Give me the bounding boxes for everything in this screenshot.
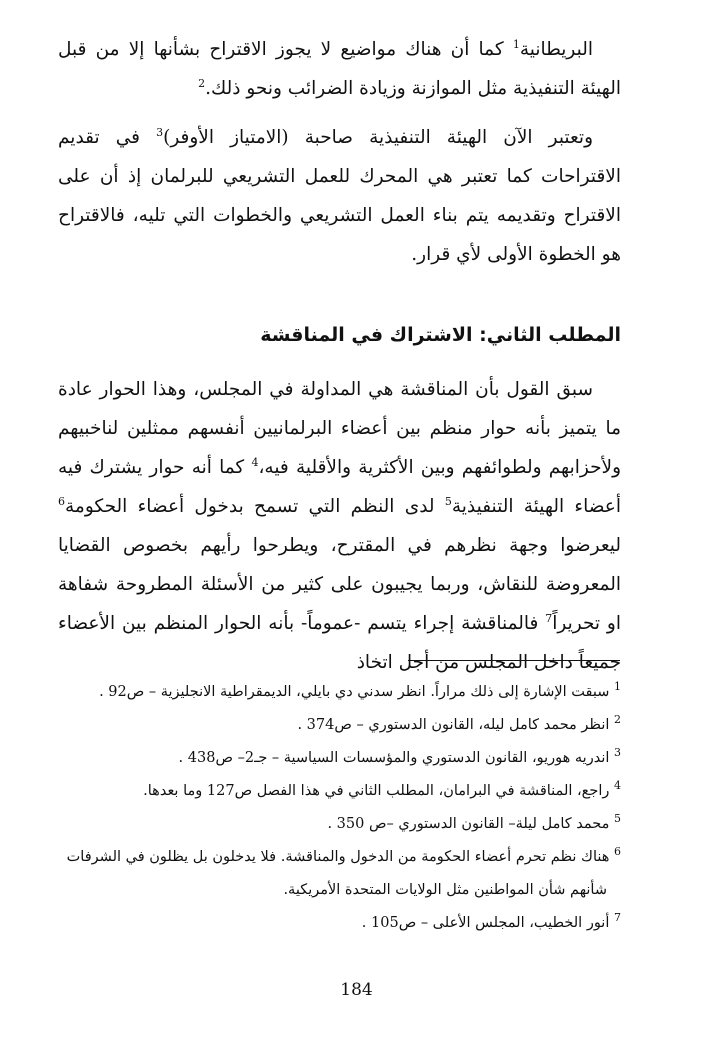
section-heading: المطلب الثاني: الاشتراك في المناقشة: [260, 324, 621, 346]
footnote-text: انظر محمد كامل ليله، القانون الدستوري – ص374 .: [297, 717, 614, 733]
footnote-text: اندريه هوريو، القانون الدستوري والمؤسسات السياسية – جـ2– ص438 .: [178, 750, 614, 766]
text-run: وتعتبر الآن الهيئة التنفيذية صاحبة (الامتياز الأوفر): [163, 127, 593, 148]
text-run: فالمناقشة إجراء يتسم -عموماً- بأنه الحوار المنظم بين الأعضاء جميعاً داخل المجلس من أجل اتخاذ: [58, 613, 621, 673]
text-run: سبق القول بأن المناقشة هي المداولة في المجلس، وهذا الحوار عادة ما يتميز بأنه حوار منظم بين أعضاء البرلمانيين أنفسهم ممثلين لناخبيهم ولأحزابهم ولطوائفهم وبين الأكثرية والأقلية فيه،: [58, 379, 622, 478]
text-run: كما أن هناك مواضيع لا يجوز الاقتراح بشأنها إلا من قبل الهيئة التنفيذية مثل الموازنة وزيادة الضرائب ونحو ذلك.: [58, 39, 621, 99]
footnote-2: [60, 709, 621, 742]
footnote-text: محمد كامل ليلة– القانون الدستوري –ص 350 .: [327, 816, 614, 832]
footnote-ref: 7: [545, 611, 553, 625]
footnote-5: [60, 808, 621, 841]
footnote-1: [60, 676, 621, 709]
footnote-number: 3: [614, 746, 621, 760]
footnote-text: راجع، المناقشة في البرامان، المطلب الثاني في هذا الفصل ص127 وما بعدها.: [143, 783, 614, 799]
paragraph: [58, 30, 621, 108]
footnote-ref: 2: [198, 76, 206, 90]
text-run: البريطانية: [519, 39, 593, 60]
paragraph: [58, 118, 621, 274]
footnote-separator: [408, 660, 620, 661]
footnote-number: 6: [614, 845, 621, 859]
footnote-ref: 3: [156, 125, 164, 139]
text-run: كما أنه حوار يشترك فيه أعضاء الهيئة التنفيذية: [58, 457, 621, 517]
footnote-number: 1: [614, 680, 621, 694]
page-number: 184: [340, 980, 373, 1000]
text-run: ليعرضوا وجهة نظرهم في المقترح، ويطرحوا رأيهم بخصوص القضايا المعروضة للنقاش، وربما يجيبون على كثير من الأسئلة المطروحة شفاهة او تحريراً: [58, 535, 621, 634]
footnote-number: 7: [614, 911, 621, 925]
footnote-continuation: شأنهم شأن المواطنين مثل الولايات المتحدة الأمريكية.: [283, 882, 607, 898]
text-run: في تقديم الاقتراحات كما تعتبر هي المحرك للعمل التشريعي للبرلمان إذ أن على الاقتراح وتقديمه يتم بناء العمل التشريعي والخطوات التي تليه، فالاقتراح هو الخطوة الأولى لأي قرار.: [58, 127, 621, 265]
footnotes: [60, 676, 621, 940]
footnote-ref: 4: [251, 455, 259, 469]
footnote-ref: 1: [512, 37, 520, 51]
footnote-4: [60, 775, 621, 808]
body-text: [58, 30, 621, 682]
footnote-7: [60, 907, 621, 940]
footnote-text: سبقت الإشارة إلى ذلك مراراً. انظر سدني دي بايلي، الديمقراطية الانجليزية – ص92 .: [99, 684, 614, 700]
footnote-number: 5: [614, 812, 621, 826]
footnote-ref: 5: [444, 494, 452, 508]
footnote-text: أنور الخطيب، المجلس الأعلى – ص105 .: [361, 915, 614, 931]
footnote-3: [60, 742, 621, 775]
footnote-number: 2: [614, 713, 621, 727]
footnote-text: هناك نظم تحرم أعضاء الحكومة من الدخول والمناقشة. فلا يدخلون بل يظلون في الشرفات: [66, 849, 614, 865]
footnote-ref: 6: [58, 494, 65, 508]
paragraph: [58, 370, 621, 682]
footnote-number: 4: [614, 779, 621, 793]
footnote-6: [60, 841, 621, 874]
text-run: لدى النظم التي تسمح بدخول أعضاء الحكومة: [65, 496, 445, 517]
